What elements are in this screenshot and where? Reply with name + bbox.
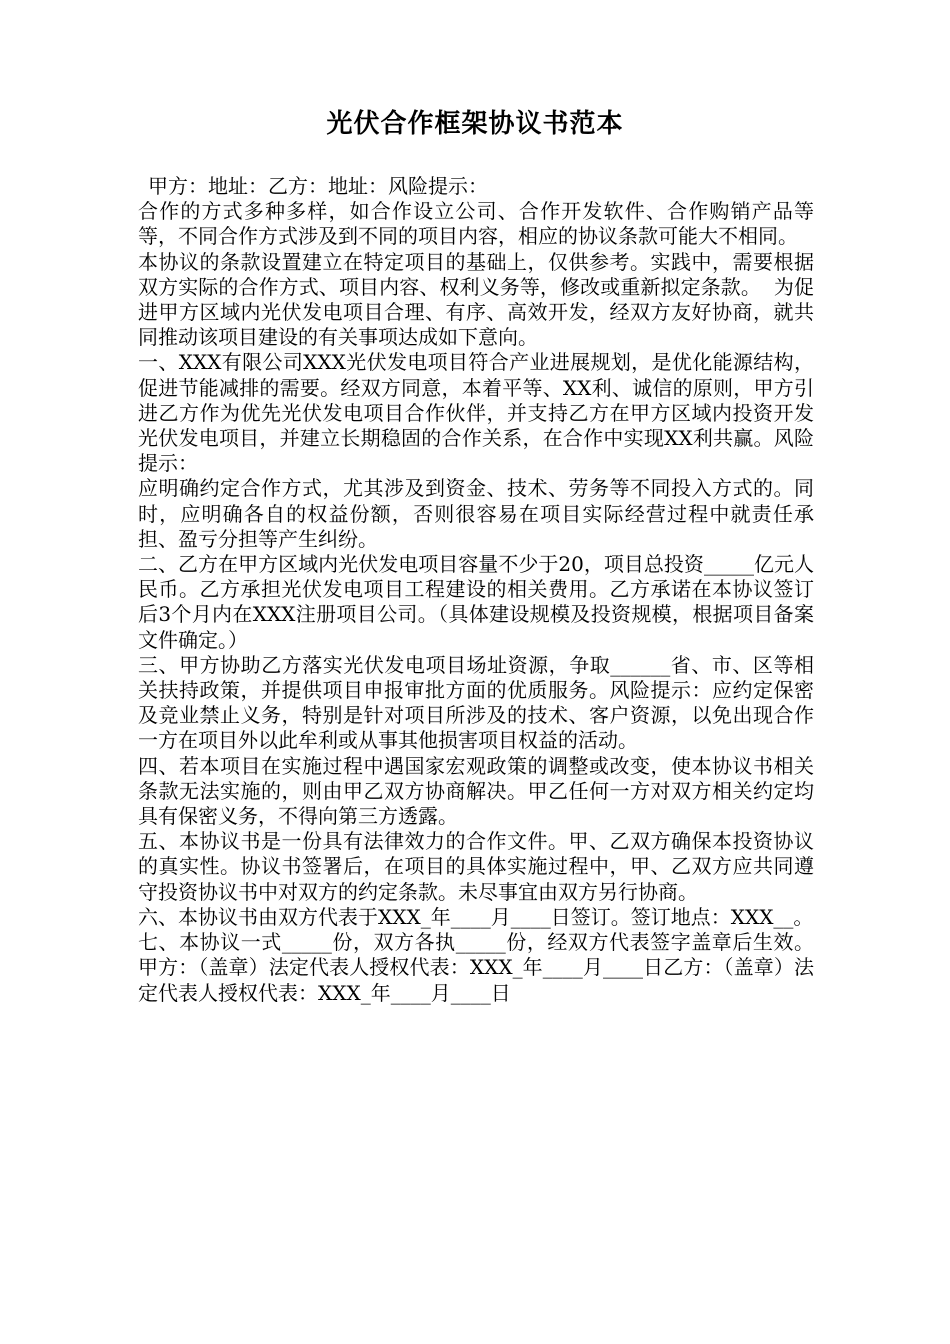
clause-4-paragraph: 四、若本项目在实施过程中遇国家宏观政策的调整或改变，使本协议书相关条款无法实施的，则由甲乙双方协商解决。甲乙任何一方对双方相关约定均具有保密义务，不得向第三方透露。 xyxy=(138,753,814,829)
clause-5-paragraph: 五、本协议书是一份具有法律效力的合作文件。甲、乙双方确保本投资协议的真实性。协议书签署后，在项目的具体实施过程中，甲、乙双方应共同遵守投资协议书中对双方的约定条款。未尽事宜由双方另行协商。 xyxy=(138,829,814,904)
document-body xyxy=(138,174,814,1006)
clause-6-paragraph: 六、本协议书由双方代表于XXX_年____月____日签订。签订地点：XXX__。 xyxy=(138,904,814,929)
clause-setting-paragraph: 本协议的条款设置建立在特定项目的基础上，仅供参考。实践中，需要根据双方实际的合作方式、项目内容、权利义务等，修改或重新拟定条款。 为促进甲方区域内光伏发电项目合理、有序、高效开发，经双方友好协商，就共同推动该项目建设的有关事项达成如下意向。 xyxy=(138,249,814,350)
clause-2-paragraph: 二、乙方在甲方区域内光伏发电项目容量不少于20，项目总投资_____亿元人民币。乙方承担光伏发电项目工程建设的相关费用。乙方承诺在本协议签订后3个月内在XXX注册项目公司。（具体建设规模及投资规模，根据项目备案文件确定。） xyxy=(138,552,814,652)
cooperation-methods-paragraph: 合作的方式多种多样，如合作设立公司、合作开发软件、合作购销产品等等，不同合作方式涉及到不同的项目内容，相应的协议条款可能大不相同。 xyxy=(138,199,814,249)
parties-paragraph: 甲方：地址：乙方：地址：风险提示： xyxy=(148,174,488,198)
clause-1-paragraph: 一、XXX有限公司XXX光伏发电项目符合产业进展规划，是优化能源结构，促进节能减排的需要。经双方同意，本着平等、XX利、诚信的原则，甲方引进乙方作为优先光伏发电项目合作伙伴，并支持乙方在甲方区域内投资开发光伏发电项目，并建立长期稳固的合作关系，在合作中实现XX利共赢。风险提示： xyxy=(138,350,814,476)
document-title: 光伏合作框架协议书范本 xyxy=(326,109,624,139)
clause-7-paragraph: 七、本协议一式_____份，双方各执_____份，经双方代表签字盖章后生效。甲方：（盖章）法定代表人授权代表：XXX_年____月____日乙方：（盖章）法定代表人授权代表：XXX_年____月____日 xyxy=(138,930,814,1005)
clause-3-paragraph: 三、甲方协助乙方落实光伏发电项目场址资源，争取______省、市、区等相关扶持政策，并提供项目申报审批方面的优质服务。风险提示：应约定保密及竞业禁止义务，特别是针对项目所涉及的技术、客户资源，以免出现合作一方在项目外以此牟利或从事其他损害项目权益的活动。 xyxy=(138,652,814,753)
risk-note-paragraph: 应明确约定合作方式，尤其涉及到资金、技术、劳务等不同投入方式的。同时，应明确各自的权益份额，否则很容易在项目实际经营过程中就责任承担、盈亏分担等产生纠纷。 xyxy=(138,476,814,551)
